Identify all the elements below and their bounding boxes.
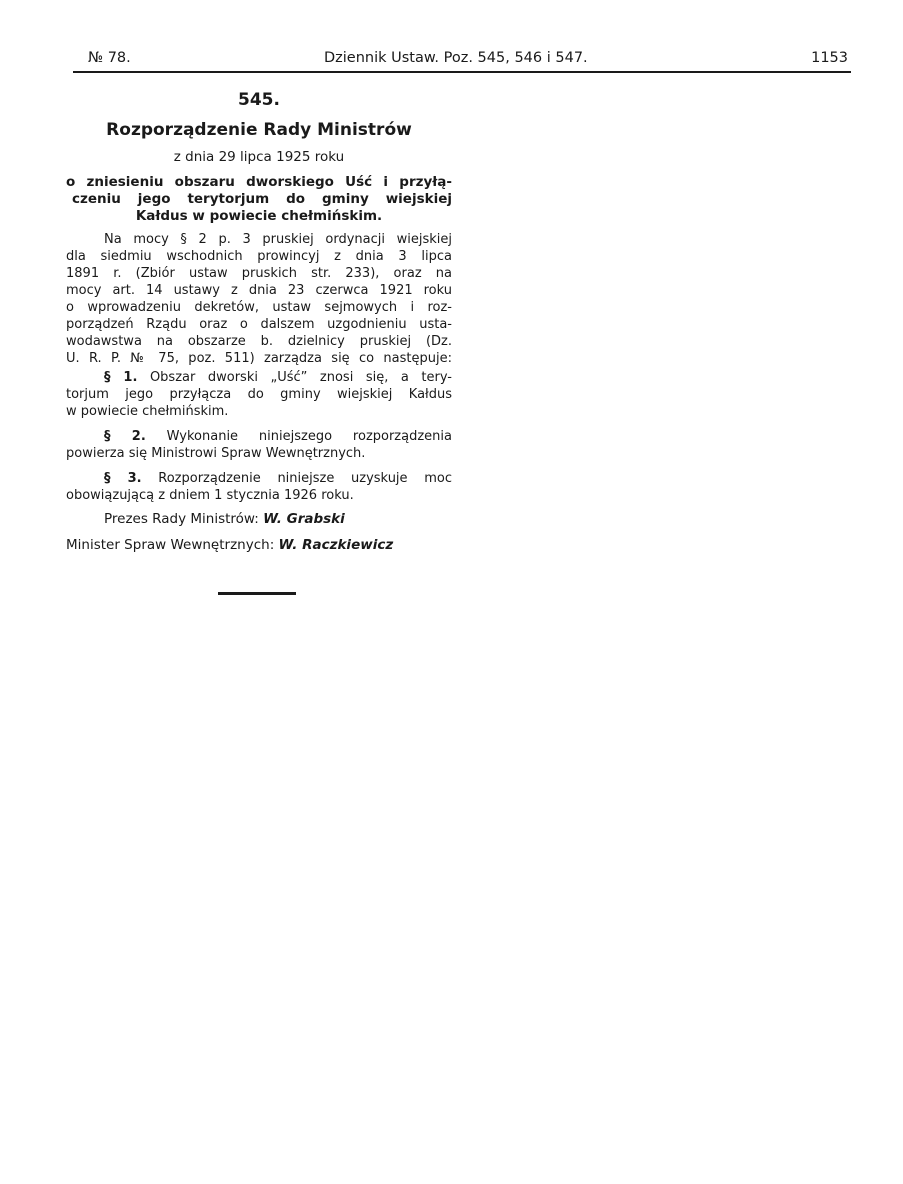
section-line: Rozporządzenie niniejsze uzyskuje moc xyxy=(158,471,452,486)
section-1 xyxy=(66,369,452,420)
preamble-line: 1891 r. (Zbiór ustaw pruskich str. 233), oraz na xyxy=(66,266,452,281)
section-line: Obszar dworski „Uść” znosi się, a tery- xyxy=(149,370,452,385)
signature-prime-minister xyxy=(104,511,345,527)
signature-role: Prezes Rady Ministrów: xyxy=(104,511,259,527)
subject-line: Kałdus w powiecie chełmińskim. xyxy=(135,208,383,224)
signature-interior-minister xyxy=(66,537,393,553)
signature-name: W. Grabski xyxy=(263,511,345,527)
act-subject xyxy=(66,174,452,225)
preamble-line: dla siedmiu wschodnich prowincyj z dnia 3 lipca xyxy=(66,249,452,264)
end-divider xyxy=(218,592,296,595)
preamble-line: porządzeń Rządu oraz o dalszem uzgodnieniu usta- xyxy=(66,317,452,332)
header-divider xyxy=(73,71,851,73)
section-label: § 1. xyxy=(104,370,138,385)
subject-line: o zniesieniu obszaru dworskiego Uść i przyłą- xyxy=(66,174,452,190)
page-number: 1153 xyxy=(811,50,848,66)
preamble-line: U. R. P. № 75, poz. 511) zarządza się co następuje: xyxy=(66,351,452,366)
section-3 xyxy=(66,470,452,504)
section-line: powierza się Ministrowi Spraw Wewnętrznych. xyxy=(66,446,366,461)
section-line: torjum jego przyłącza do gminy wiejskiej Kałdus xyxy=(66,387,452,402)
section-label: § 3. xyxy=(104,471,142,486)
preamble-line: wodawstwa na obszarze b. dzielnicy pruskiej (Dz. xyxy=(66,334,452,349)
subject-line: czeniu jego terytorjum do gminy wiejskiej xyxy=(72,191,452,207)
section-2 xyxy=(66,428,452,462)
preamble-line: mocy art. 14 ustawy z dnia 23 czerwca 1921 roku xyxy=(66,283,452,298)
section-line: w powiecie chełmińskim. xyxy=(66,404,229,419)
preamble-paragraph xyxy=(66,231,452,367)
journal-title: Dziennik Ustaw. Poz. 545, 546 i 547. xyxy=(324,50,588,66)
act-date: z dnia 29 lipca 1925 roku xyxy=(173,149,345,165)
signature-name: W. Raczkiewicz xyxy=(278,537,394,553)
section-line: obowiązującą z dniem 1 stycznia 1926 roku. xyxy=(66,488,354,503)
act-number: 545. xyxy=(238,90,280,110)
section-label: § 2. xyxy=(104,429,146,444)
issue-number: № 78. xyxy=(88,50,131,66)
preamble-line: Na mocy § 2 p. 3 pruskiej ordynacji wiejskiej xyxy=(104,232,452,247)
signature-role: Minister Spraw Wewnętrznych: xyxy=(66,537,275,553)
act-title: Rozporządzenie Rady Ministrów xyxy=(106,120,412,140)
preamble-line: o wprowadzeniu dekretów, ustaw sejmowych i roz- xyxy=(66,300,452,315)
page-header xyxy=(88,50,848,72)
section-line: Wykonanie niniejszego rozporządzenia xyxy=(166,429,452,444)
